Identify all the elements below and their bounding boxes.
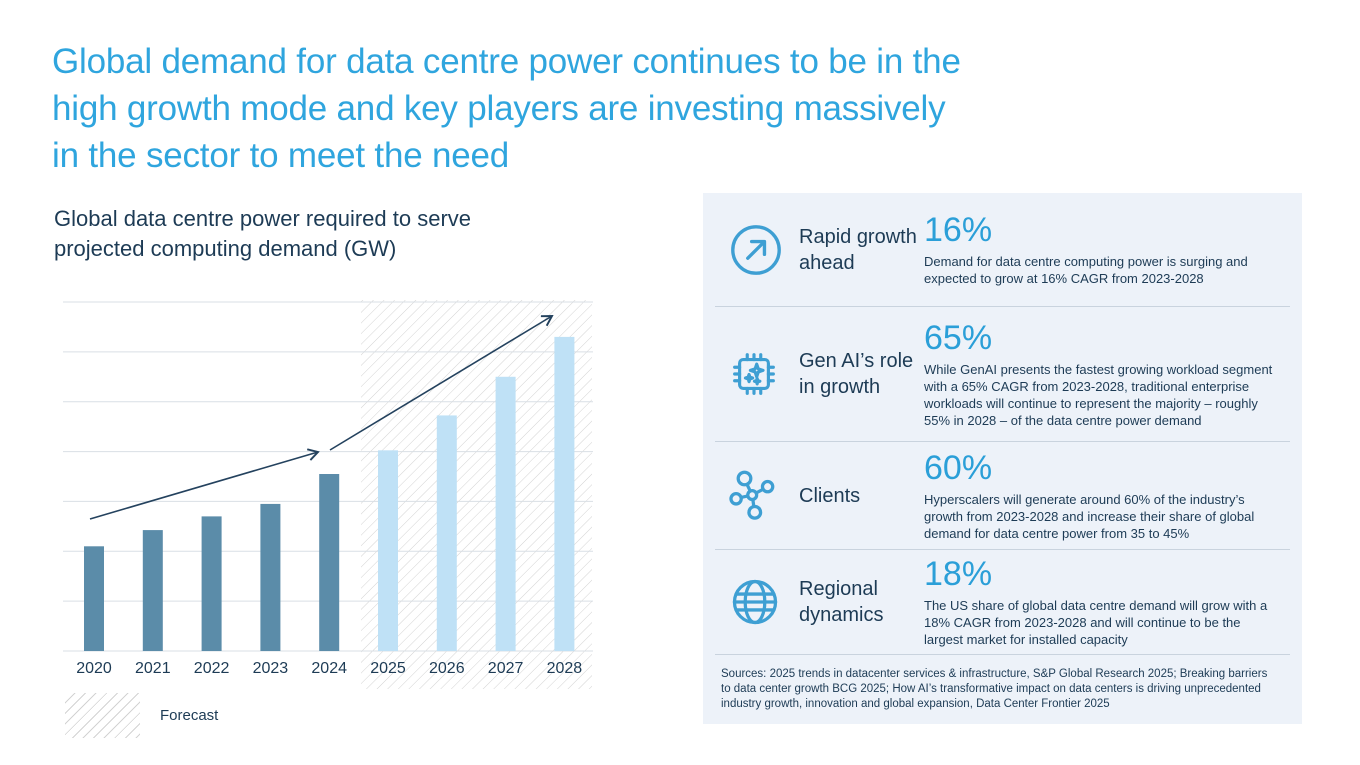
network-nodes-icon (727, 468, 783, 524)
demand-bar-chart-svg (60, 295, 600, 695)
stat-value: 18% (924, 555, 993, 593)
stat-row-label: Clients (799, 484, 861, 507)
chart-legend (65, 693, 218, 738)
bar-2023 (260, 504, 280, 651)
bar-2021 (143, 530, 163, 651)
x-label-2021: 2021 (135, 660, 171, 677)
trend-arrow-historical (90, 452, 318, 519)
bar-2026 (437, 415, 457, 651)
x-label-2024: 2024 (311, 660, 347, 677)
demand-bar-chart (60, 295, 600, 695)
bar-2028 (554, 337, 574, 651)
stat-description: While GenAI presents the fastest growing workload segment with a 65% CAGR from 2023-2028, traditional enterprise workloads will continue to represent the majority – roughly 55% in 2028 – of the data centre power demand (924, 361, 1273, 428)
bar-2024 (319, 474, 339, 651)
arrow-up-right-circle-icon (727, 221, 785, 279)
forecast-legend-label: Forecast (160, 707, 219, 724)
globe-icon (727, 574, 783, 630)
x-label-2025: 2025 (370, 660, 406, 677)
x-label-2022: 2022 (193, 660, 230, 677)
bar-2022 (202, 516, 222, 651)
stat-row-genai (715, 307, 1290, 442)
stat-row-rapid-growth (715, 193, 1290, 307)
stat-row-clients (715, 442, 1290, 550)
page-title-line-1: Global demand for data centre power continues to be in the (52, 42, 961, 81)
page-title-line-2: high growth mode and key players are investing massively (52, 89, 946, 128)
ai-chip-icon (727, 347, 781, 401)
x-label-2027: 2027 (487, 660, 524, 677)
stat-value: 16% (924, 211, 993, 249)
stat-description: Demand for data centre computing power is surging and expected to grow at 16% CAGR from 2023-2028 (924, 254, 1248, 286)
chart-title-line-1: Global data centre power required to serve (54, 206, 472, 231)
stat-value: 60% (924, 448, 993, 487)
chart-title (54, 204, 614, 264)
bar-2025 (378, 450, 398, 651)
stats-panel (703, 193, 1302, 724)
page-title-line-3: in the sector to meet the need (52, 136, 510, 175)
stat-row-label: Gen AI’s role in growth (799, 350, 914, 398)
bar-2027 (496, 377, 516, 651)
chart-title-line-2: projected computing demand (GW) (54, 236, 397, 261)
forecast-hatch-swatch (65, 693, 140, 738)
x-label-2026: 2026 (429, 660, 465, 677)
stat-description: The US share of global data centre demand will grow with a 18% CAGR from 2023-2028 and will continue to be the largest market for installed capacity (924, 598, 1268, 647)
page-title (52, 38, 1292, 179)
x-label-2020: 2020 (76, 660, 112, 677)
sources-note: Sources: 2025 trends in datacenter services & infrastructure, S&P Global Research 2025; Breaking barriers to data center growth BCG 2025; How AI’s transformative impact on data centers is driving unprecedented industry growth, innovation and global expansion, Data Center Frontier 2025 (721, 668, 1268, 710)
stat-value: 65% (924, 318, 993, 357)
stat-row-label: Regional dynamics (799, 578, 884, 626)
stat-row-label: Rapid growth ahead (799, 225, 917, 274)
x-label-2028: 2028 (546, 660, 583, 677)
x-label-2023: 2023 (252, 660, 289, 677)
stat-row-regional (715, 550, 1290, 655)
stat-description: Hyperscalers will generate around 60% of the industry’s growth from 2023-2028 and increase their share of global demand for data centre power from 35 to 45% (924, 491, 1255, 541)
bar-2020 (84, 546, 104, 651)
